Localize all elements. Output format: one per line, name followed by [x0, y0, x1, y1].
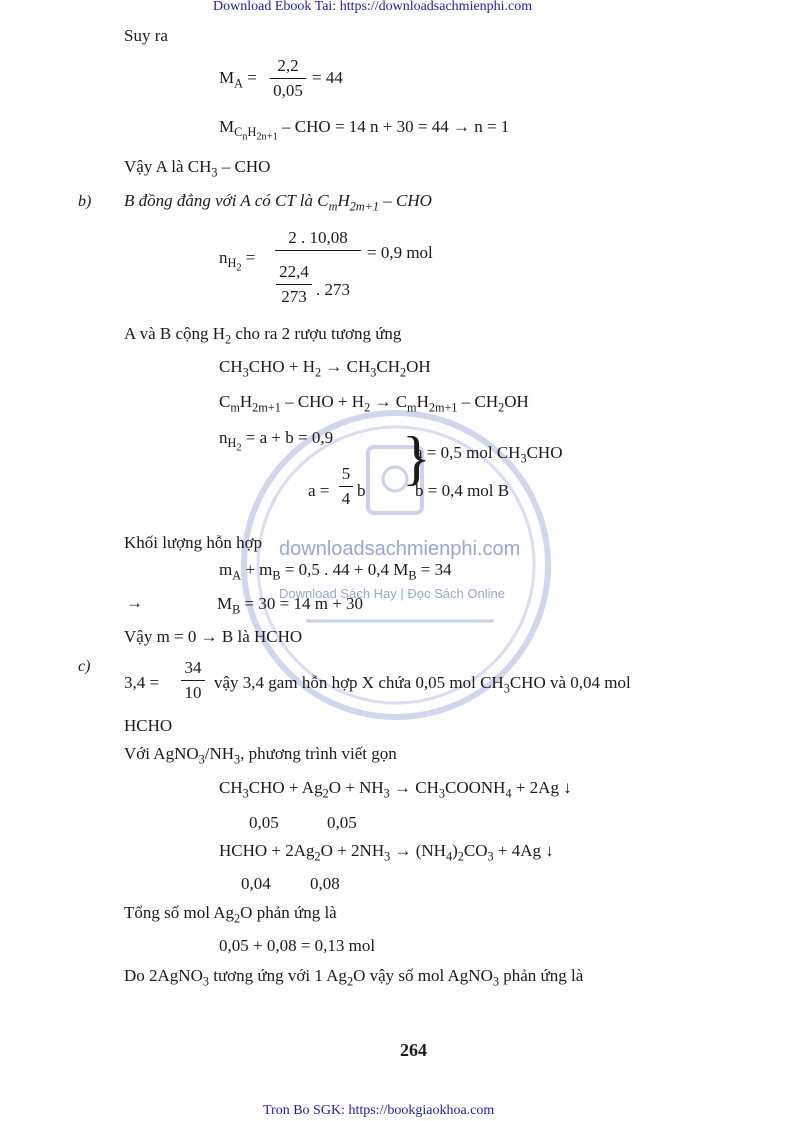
nh2-den-fraction: 22,4 273	[276, 262, 312, 307]
text-hcho: HCHO	[124, 716, 173, 735]
equation-2: HCHO + $2Ag_2O + 2NH_3 \to (NH_4)_2CO_3 + 4Ag$ ↓	[219, 841, 554, 864]
nh2-fraction: 2 . 10,08	[275, 228, 361, 253]
text-do-agno3: Do 2AgNO$_3$ tương ứng với 1 $Ag_2O$ vậy số mol AgNO$_3$ phản ứng là	[124, 966, 584, 989]
footer-source-link[interactable]: Tron Bo SGK: https://bookgiaokhoa.com	[263, 1103, 495, 1118]
label-c: c)	[78, 658, 91, 675]
ma-result: = 44	[312, 68, 343, 87]
equation-1: $CH_3CHO + Ag_2O + NH_3$ → $CH_3COONH_4 + 2Ag$ ↓	[219, 778, 572, 801]
system-eq-1: $n_{H_2} = a + b = 0,9$	[219, 428, 334, 454]
system-eq-2-fraction: 5 4	[339, 464, 353, 509]
page-number: 264	[400, 1040, 427, 1060]
watermark-tagline: Download Sách Hay | Đọc Sách Online	[279, 586, 505, 601]
text-a-va-b: A và B cộng $H_2$ cho ra 2 rượu tương ứng	[124, 324, 402, 347]
mass-equation: $m_A + m_B = 0,5$ . 44 + 0,4 $M_B = 34$	[219, 560, 452, 583]
result-b: b = 0,4 mol B	[415, 481, 510, 500]
text-tong-so-mol: Tổng số mol $Ag_2O$ phản ứng là	[124, 903, 337, 926]
ma-label: $M_A$ =	[219, 68, 257, 91]
c-text: vậy 3,4 gam hỗn hợp X chứa 0,05 mol $CH_3CHO$ và 0,04 mol	[214, 673, 631, 696]
mol-2a: 0,04	[241, 874, 271, 893]
nh2-result: = 0,9 mol	[367, 243, 433, 262]
reaction-2: $C_mH_{2m+1}$ – CHO + $H_2 \to C_mH_{2m+1} - CH_2OH$	[219, 392, 529, 415]
text-suy-ra: Suy ra	[124, 26, 168, 45]
sum-equation: 0,05 + 0,08 = 0,13 mol	[219, 936, 376, 955]
ma-fraction: 2,2 0,05	[270, 56, 306, 101]
c-fraction: 34 10	[181, 658, 205, 703]
watermark-domain: downloadsachmienphi.com	[279, 538, 521, 560]
arrow-mb: →	[126, 593, 143, 612]
reaction-1: $CH_3CHO + H_2 \to CH_3CH_2OH$	[219, 357, 431, 380]
mol-2b: 0,08	[310, 874, 340, 893]
c-lhs: 3,4 =	[124, 673, 160, 692]
text-vay-a: Vậy A là $CH_3$ – CHO	[124, 157, 271, 180]
text-voi-agno3: Với $AgNO_3/NH_3$, phương trình viết gọn	[124, 744, 397, 767]
system-eq-2-b: b	[357, 481, 366, 500]
system-brace: }	[402, 425, 431, 491]
result-a: a = 0,5 mol $CH_3CHO$	[415, 443, 563, 466]
text-b-statement: B đồng đẳng với A có CT là $C_mH_{2m+1}$ – CHO	[124, 191, 432, 214]
nh2-den-mult: . 273	[316, 280, 350, 299]
nh2-label: $n_{H_2}$ =	[219, 248, 256, 274]
header-download-link[interactable]: Download Ebook Tai: https://downloadsachmienphi.com	[213, 0, 533, 14]
system-eq-2: a =	[308, 481, 330, 500]
text-vay-m: Vậy m = 0 → B là HCHO	[124, 627, 303, 646]
mol-1b: 0,05	[327, 813, 357, 832]
mb-equation: $M_B = 30 = 14$ m + 30	[217, 594, 364, 617]
label-b: b)	[78, 193, 92, 210]
mc-formula: $M_{C_nH_{2n+1}}$ – CHO = 14 n + 30 = 44 → n = 1	[219, 117, 510, 143]
text-khoi-luong: Khối lượng hỗn hợp	[124, 533, 263, 552]
mol-1a: 0,05	[249, 813, 279, 832]
